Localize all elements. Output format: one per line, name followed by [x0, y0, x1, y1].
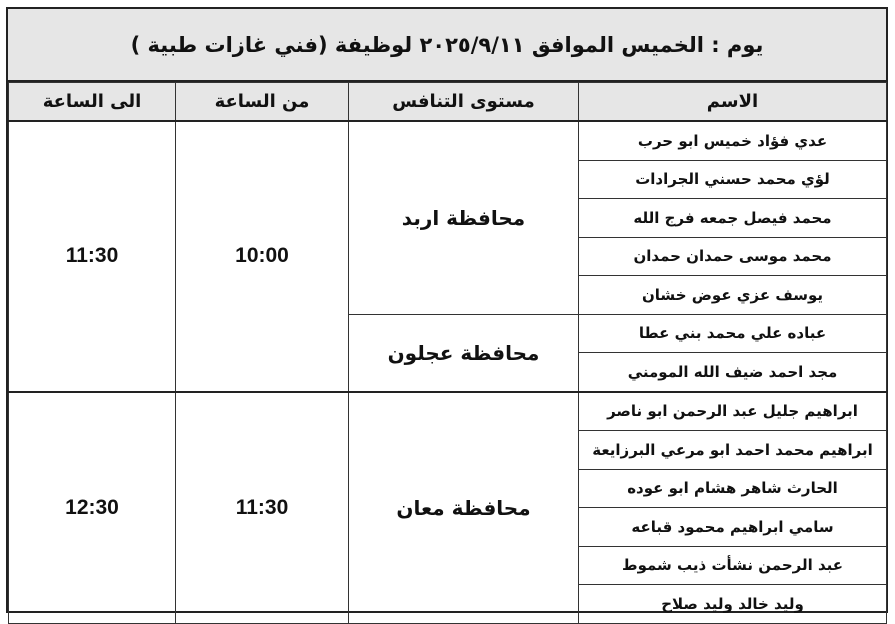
candidate-name: عبد الرحمن نشأت ذيب شموط: [579, 546, 887, 585]
schedule-table: [8, 82, 887, 624]
competition-level: محافظة عجلون: [349, 314, 579, 392]
time-to: 12:30: [9, 392, 176, 624]
candidate-name: وليد خالد وليد صلاح: [579, 585, 887, 624]
candidate-name: مجد احمد ضيف الله المومني: [579, 353, 887, 392]
competition-level: محافظة اربد: [349, 121, 579, 314]
table-row: [9, 392, 887, 431]
candidate-name: ابراهيم محمد احمد ابو مرعي البرزايعة: [579, 431, 887, 470]
table-row: [9, 121, 887, 160]
schedule-frame: [6, 7, 888, 613]
header-level: مستوى التنافس: [349, 83, 579, 122]
candidate-name: سامي ابراهيم محمود قباعه: [579, 508, 887, 547]
page-title: يوم : الخميس الموافق ٢٠٢٥/٩/١١ لوظيفة (فني غازات طبية ): [8, 9, 886, 82]
time-from: 10:00: [176, 121, 349, 392]
candidate-name: الحارث شاهر هشام ابو عوده: [579, 469, 887, 508]
candidate-name: لؤي محمد حسني الجرادات: [579, 160, 887, 199]
competition-level: محافظة معان: [349, 392, 579, 624]
time-from: 11:30: [176, 392, 349, 624]
candidate-name: محمد موسى حمدان حمدان: [579, 237, 887, 276]
header-to: الى الساعة: [9, 83, 176, 122]
header-name: الاسم: [579, 83, 887, 122]
candidate-name: ابراهيم جليل عبد الرحمن ابو ناصر: [579, 392, 887, 431]
candidate-name: يوسف عزي عوض خشان: [579, 276, 887, 315]
candidate-name: عدي فؤاد خميس ابو حرب: [579, 121, 887, 160]
candidate-name: عباده علي محمد بني عطا: [579, 314, 887, 353]
time-to: 11:30: [9, 121, 176, 392]
header-from: من الساعة: [176, 83, 349, 122]
header-row: [9, 83, 887, 122]
candidate-name: محمد فيصل جمعه فرج الله: [579, 199, 887, 238]
